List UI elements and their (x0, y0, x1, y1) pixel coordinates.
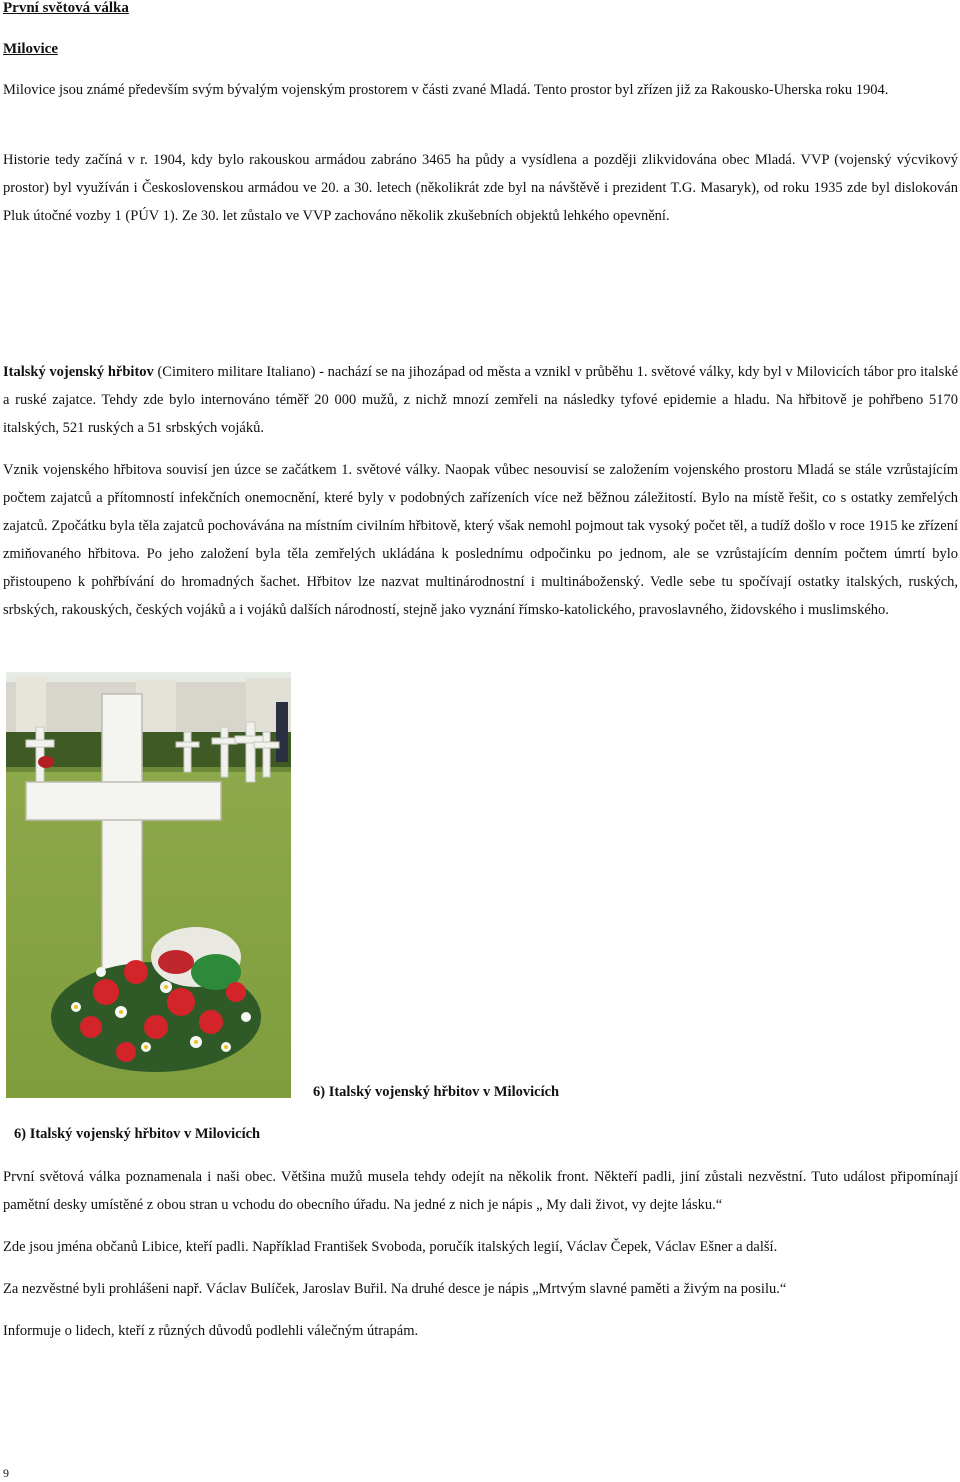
cemetery-name-bold: Italský vojenský hřbitov (3, 364, 154, 380)
photo-caption-right: 6) Italský vojenský hřbitov v Milovicích (313, 1084, 560, 1100)
photo-caption-left: 6) Italský vojenský hřbitov v Milovicích (14, 1126, 261, 1142)
cemetery-photo (6, 672, 291, 1098)
paragraph-history: Historie tedy začíná v r. 1904, kdy bylo rakouskou armádou zabráno 3465 ha půdy a vysídlena a později zlikvidována obec Mladá. VVP (vojenský výcvikový prostor) byl využíván i Československou armádou ve 20. a 30. letech (několikrát zde byl na návštěvě i prezident T.G. Masaryk), od roku 1935 zde byl dislokován Pluk útočné vozby 1 (PÚV 1). Ze 30. let zůstalo ve VVP zachováno několik zkušebních objektů lehkého opevnění. (3, 152, 958, 224)
paragraph-our-village: První světová válka poznamenala i naši obec. Většina mužů musela tehdy odejít na několik front. Někteří padli, jiní zůstali nezvěstní. Tuto událost připomínají pamětní desky umístěné z obou stran u vchodu do obecního úřadu. Na jedné z nich je nápis „ My dali život, vy dejte lásku.“ (3, 1169, 958, 1213)
paragraph-italian-cemetery (3, 358, 958, 442)
paragraph-cemetery-origin: Vznik vojenského hřbitova souvisí jen úzce se začátkem 1. světové války. Naopak vůbec nesouvisí se založením vojenského prostoru Mladá se stále vzrůstajícím počtem zajatců a přítomností infekčních onemocnění, které byly v podobných zařízeních více než běžnou záležitostí. Bylo na místě řešit, co s ostatky zemřelých zajatců. Zpočátku byla těla zajatců pochovávána na místním civilním hřbitově, který však nemohl pojmout tak vysoký počet těl, a tudíž došlo v roce 1915 ke zřízení zmiňovaného hřbitova. Po jeho založení byla těla zemřelých ukládána k poslednímu odpočinku po jednom, ale se vzrůstajícím denním počtem úmrtí bylo přistoupeno k pohřbívání do hromadných šachet. Hřbitov lze nazvat multinárodnostní i multináboženský. Vedle sebe tu spočívají ostatky italských, ruských, srbských, rakouských, českých vojáků a i vojáků dalších národností, stejně jako vyznání římsko-katolického, pravoslavného, židovského i muslimského. (3, 462, 958, 618)
section-heading-milovice: Milovice (3, 41, 58, 57)
paragraph-intro: Milovice jsou známé především svým bývalým vojenským prostorem v části zvané Mladá. Tento prostor byl zřízen již za Rakousko-Uherska roku 1904. (3, 82, 889, 98)
cemetery-description: (Cimitero militare Italiano) - nachází se na jihozápad od města a vznikl v průběhu 1. světové války, kdy byl v Milovicích tábor pro italské a ruské zajatce. Tehdy zde bylo internováno téměř 20 000 mužů, z nichž mnozí zemřeli na následky tyfové epidemie a hladu. Na hřbitově je pohřbeno 5170 italských, 521 ruských a 51 srbských vojáků. (3, 364, 958, 436)
paragraph-fallen-names: Zde jsou jména občanů Libice, kteří padli. Například František Svoboda, poručík italských legií, Václav Čepek, Václav Ešner a další. (3, 1239, 778, 1255)
page-heading: První světová válka (3, 0, 129, 16)
paragraph-missing-names: Za nezvěstné byli prohlášeni např. Václav Bulíček, Jaroslav Buřil. Na druhé desce je nápis „Mrtvým slavné paměti a živým na posilu.“ (3, 1281, 787, 1297)
paragraph-informs: Informuje o lidech, kteří z různých důvodů podlehli válečným útrapám. (3, 1323, 419, 1339)
page-number: 9 (3, 1466, 9, 1480)
